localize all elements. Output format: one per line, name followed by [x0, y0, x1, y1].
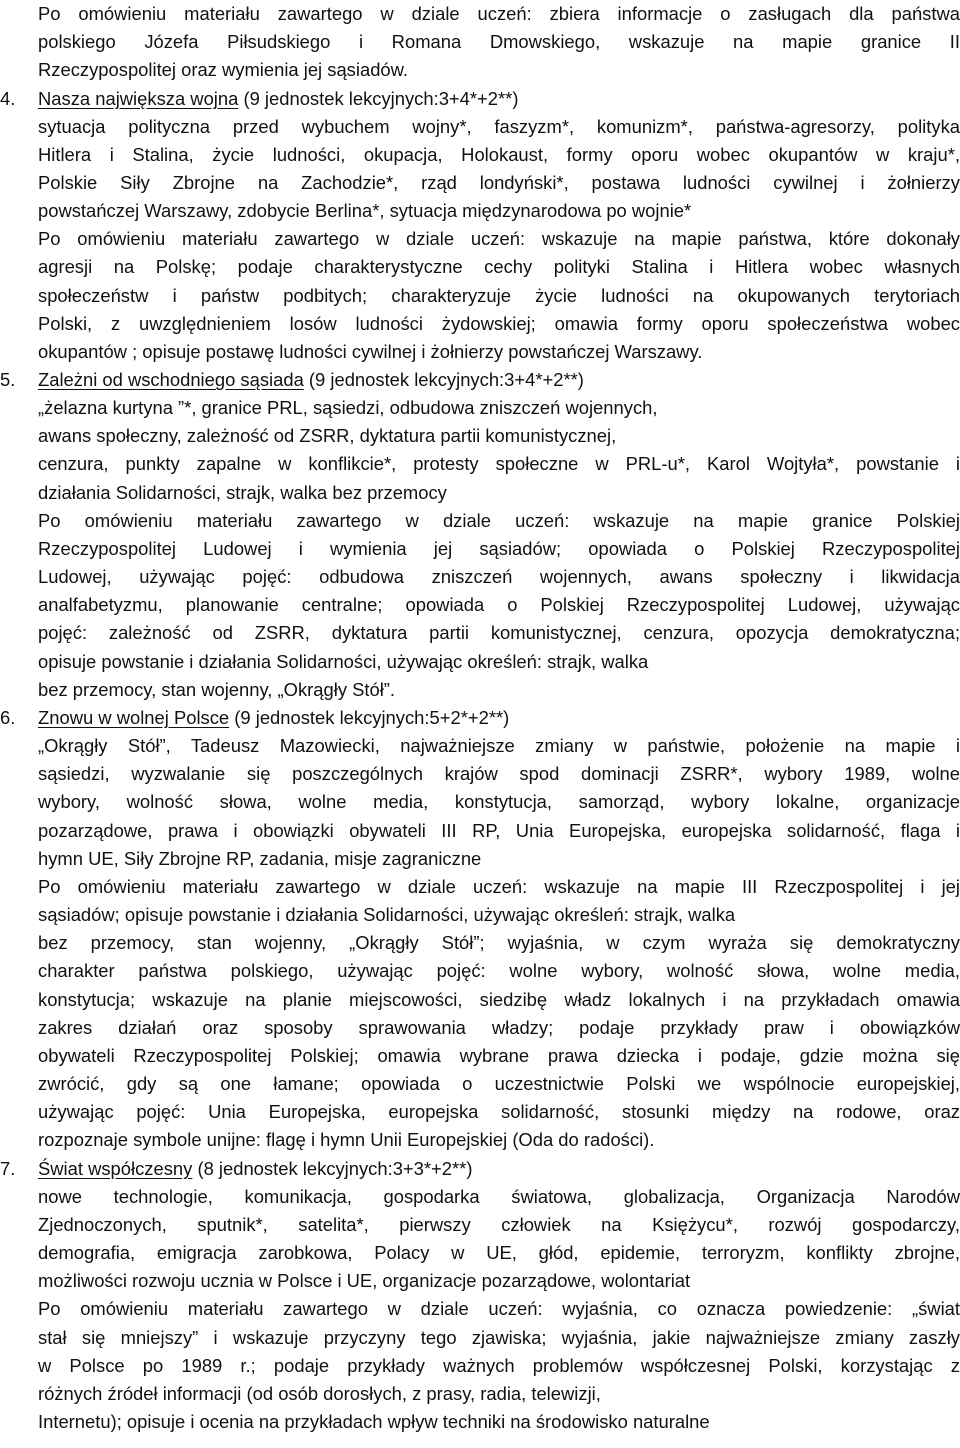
section-title: Nasza największa wojna — [38, 88, 239, 109]
section-line: bez przemocy, stan wojenny, „Okrągły Stół”. — [38, 679, 396, 700]
section-line: rozpoznaje symbole unijne: flagę i hymn Unii Europejskiej (Oda do radości). — [38, 1129, 655, 1150]
section-line: Internetu); opisuje i ocenia na przykładach wpływ techniki na środowisko naturalne — [38, 1411, 710, 1432]
section-line: Polski, z uwzględnieniem losów ludności żydowskiej; omawia formy oporu społeczeństwa wobec — [38, 313, 960, 334]
section-line: bez przemocy, stan wojenny, „Okrągły Stół”; wyjaśnia, w czym wyraża się demokratyczny — [38, 932, 960, 953]
section-line: sytuacja polityczna przed wybuchem wojny*, faszyzm*, komunizm*, państwa-agresorzy, polityka — [38, 116, 960, 137]
section-hours: (9 jednostek lekcyjnych:3+4*+2**) — [238, 88, 519, 109]
section-line: charakter państwa polskiego, używając pojęć: wolne wybory, wolność słowa, wolne media, — [38, 960, 960, 981]
section-line: analfabetyzmu, planowanie centralne; opowiada o Polskiej Rzeczypospolitej Ludowej, używając — [38, 594, 960, 615]
section-line: zakres działań oraz sposoby sprawowania władzy; podaje przykłady praw i obowiązków — [38, 1017, 960, 1038]
section-line: Hitlera i Stalina, życie ludności, okupacja, Holokaust, formy oporu wobec okupantów w kraju*, — [38, 144, 960, 165]
section-line: „żelazna kurtyna ”*, granice PRL, sąsiedzi, odbudowa zniszczeń wojennych, — [38, 397, 658, 418]
section-line: społeczeństw i państw podbitych; charakteryzuje życie ludności na okupowanych terytoriach — [38, 285, 960, 306]
section-line: pojęć: zależność od ZSRR, dyktatura partii komunistycznej, cenzura, opozycja demokratyczna; — [38, 622, 960, 643]
section-line: konstytucja; wskazuje na planie miejscowości, siedzibę władz lokalnych i na przykładach omawia — [38, 989, 960, 1010]
section-heading — [38, 704, 960, 733]
section-line: wybory, wolność słowa, wolne media, konstytucja, samorząd, wybory lokalne, organizacje — [38, 791, 960, 812]
section-line: „Okrągły Stół”, Tadeusz Mazowiecki, najważniejsze zmiany w państwie, położenie na mapie i — [38, 735, 960, 756]
intro-line: Rzeczypospolitej oraz wymienia jej sąsiadów. — [38, 59, 409, 80]
section-line: działania Solidarności, strajk, walka bez przemocy — [38, 482, 447, 503]
section-line: powstańczej Warszawy, zdobycie Berlina*, sytuacja międzynarodowa po wojnie* — [38, 200, 692, 221]
section-line: sąsiedzi, wyzwalanie się poszczególnych krajów spod dominacji ZSRR*, wybory 1989, wolne — [38, 763, 960, 784]
intro-line: Po omówieniu materiału zawartego w dziale uczeń: zbiera informacje o zasługach dla państwa — [38, 3, 960, 24]
section-line: obywateli Rzeczypospolitej Polskiej; omawia wybrane prawa dziecka i podaje, gdzie można się — [38, 1045, 960, 1066]
section-line: okupantów ; opisuje postawę ludności cywilnej i żołnierzy powstańczej Warszawy. — [38, 341, 703, 362]
section-title: Zależni od wschodniego sąsiada — [38, 369, 304, 390]
section-number: 6. — [0, 707, 16, 728]
section-hours: (9 jednostek lekcyjnych:5+2*+2**) — [229, 707, 510, 728]
section-title: Świat współczesny — [38, 1158, 193, 1179]
section-line: agresji na Polskę; podaje charakterystyczne cechy polityki Stalina i Hitlera wobec własnych — [38, 256, 960, 277]
intro-line: polskiego Józefa Piłsudskiego i Romana Dmowskiego, wskazuje na mapie granice II — [38, 31, 960, 52]
section-hours: (9 jednostek lekcyjnych:3+4*+2**) — [303, 369, 584, 390]
section-line: w Polsce po 1989 r.; podaje przykłady ważnych problemów współczesnej Polski, korzystając z — [38, 1355, 960, 1376]
section-heading — [38, 85, 960, 114]
section-hours: (8 jednostek lekcyjnych:3+3*+2**) — [192, 1158, 473, 1179]
section-line: Rzeczypospolitej Ludowej i wymienia jej sąsiadów; opowiada o Polskiej Rzeczypospolitej — [38, 538, 960, 559]
section-line: cenzura, punkty zapalne w konflikcie*, protesty społeczne w PRL-u*, Karol Wojtyła*, powstanie i — [38, 453, 960, 474]
section-line: Po omówieniu materiału zawartego w dziale uczeń: wskazuje na mapie III Rzeczpospolitej i jej — [38, 876, 960, 897]
section-title: Znowu w wolnej Polsce — [38, 707, 230, 728]
section-line: różnych źródeł informacji (od osób dorosłych, z prasy, radia, telewizji, — [38, 1383, 601, 1404]
section-line: hymn UE, Siły Zbrojne RP, zadania, misje zagraniczne — [38, 848, 482, 869]
section-line: Po omówieniu materiału zawartego w dziale uczeń: wskazuje na mapie państwa, które dokonały — [38, 228, 960, 249]
section-heading — [38, 366, 960, 395]
section-line: sąsiadów; opisuje powstanie i działania Solidarności, używając określeń: strajk, walka — [38, 904, 736, 925]
section-line: Po omówieniu materiału zawartego w dziale uczeń: wskazuje na mapie granice Polskiej — [38, 510, 960, 531]
section-heading — [38, 1155, 960, 1184]
section-line: stał się mniejszy” i wskazuje przyczyny tego zjawiska; wyjaśnia, jakie najważniejsze zmiany zaszły — [38, 1327, 960, 1348]
section-line: Zjednoczonych, sputnik*, satelita*, pierwszy człowiek na Księżycu*, rozwój gospodarczy, — [38, 1214, 960, 1235]
section-line: opisuje powstanie i działania Solidarności, używając określeń: strajk, walka — [38, 651, 649, 672]
section-line: awans społeczny, zależność od ZSRR, dyktatura partii komunistycznej, — [38, 425, 617, 446]
section-line: Po omówieniu materiału zawartego w dziale uczeń: wyjaśnia, co oznacza powiedzenie: „świat — [38, 1298, 960, 1319]
section-line: nowe technologie, komunikacja, gospodarka światowa, globalizacja, Organizacja Narodów — [38, 1186, 960, 1207]
section-line: Ludowej, używając pojęć: odbudowa zniszczeń wojennych, awans społeczny i likwidacja — [38, 566, 960, 587]
section-line: zwrócić, gdy są one łamane; opowiada o uczestnictwie Polski we wspólnocie europejskiej, — [38, 1073, 960, 1094]
section-line: pozarządowe, prawa i obowiązki obywateli III RP, Unia Europejska, europejska solidarność, flaga i — [38, 820, 960, 841]
section-line: Polskie Siły Zbrojne na Zachodzie*, rząd londyński*, postawa ludności cywilnej i żołnierzy — [38, 172, 960, 193]
section-line: używając pojęć: Unia Europejska, europejska solidarność, stosunki między na rodowe, oraz — [38, 1101, 960, 1122]
section-line: demografia, emigracja zarobkowa, Polacy w UE, głód, epidemie, terroryzm, konflikty zbrojne, — [38, 1242, 960, 1263]
section-number: 7. — [0, 1158, 16, 1179]
section-number: 5. — [0, 369, 16, 390]
section-line: możliwości rozwoju ucznia w Polsce i UE, organizacje pozarządowe, wolontariat — [38, 1270, 691, 1291]
section-number: 4. — [0, 88, 16, 109]
